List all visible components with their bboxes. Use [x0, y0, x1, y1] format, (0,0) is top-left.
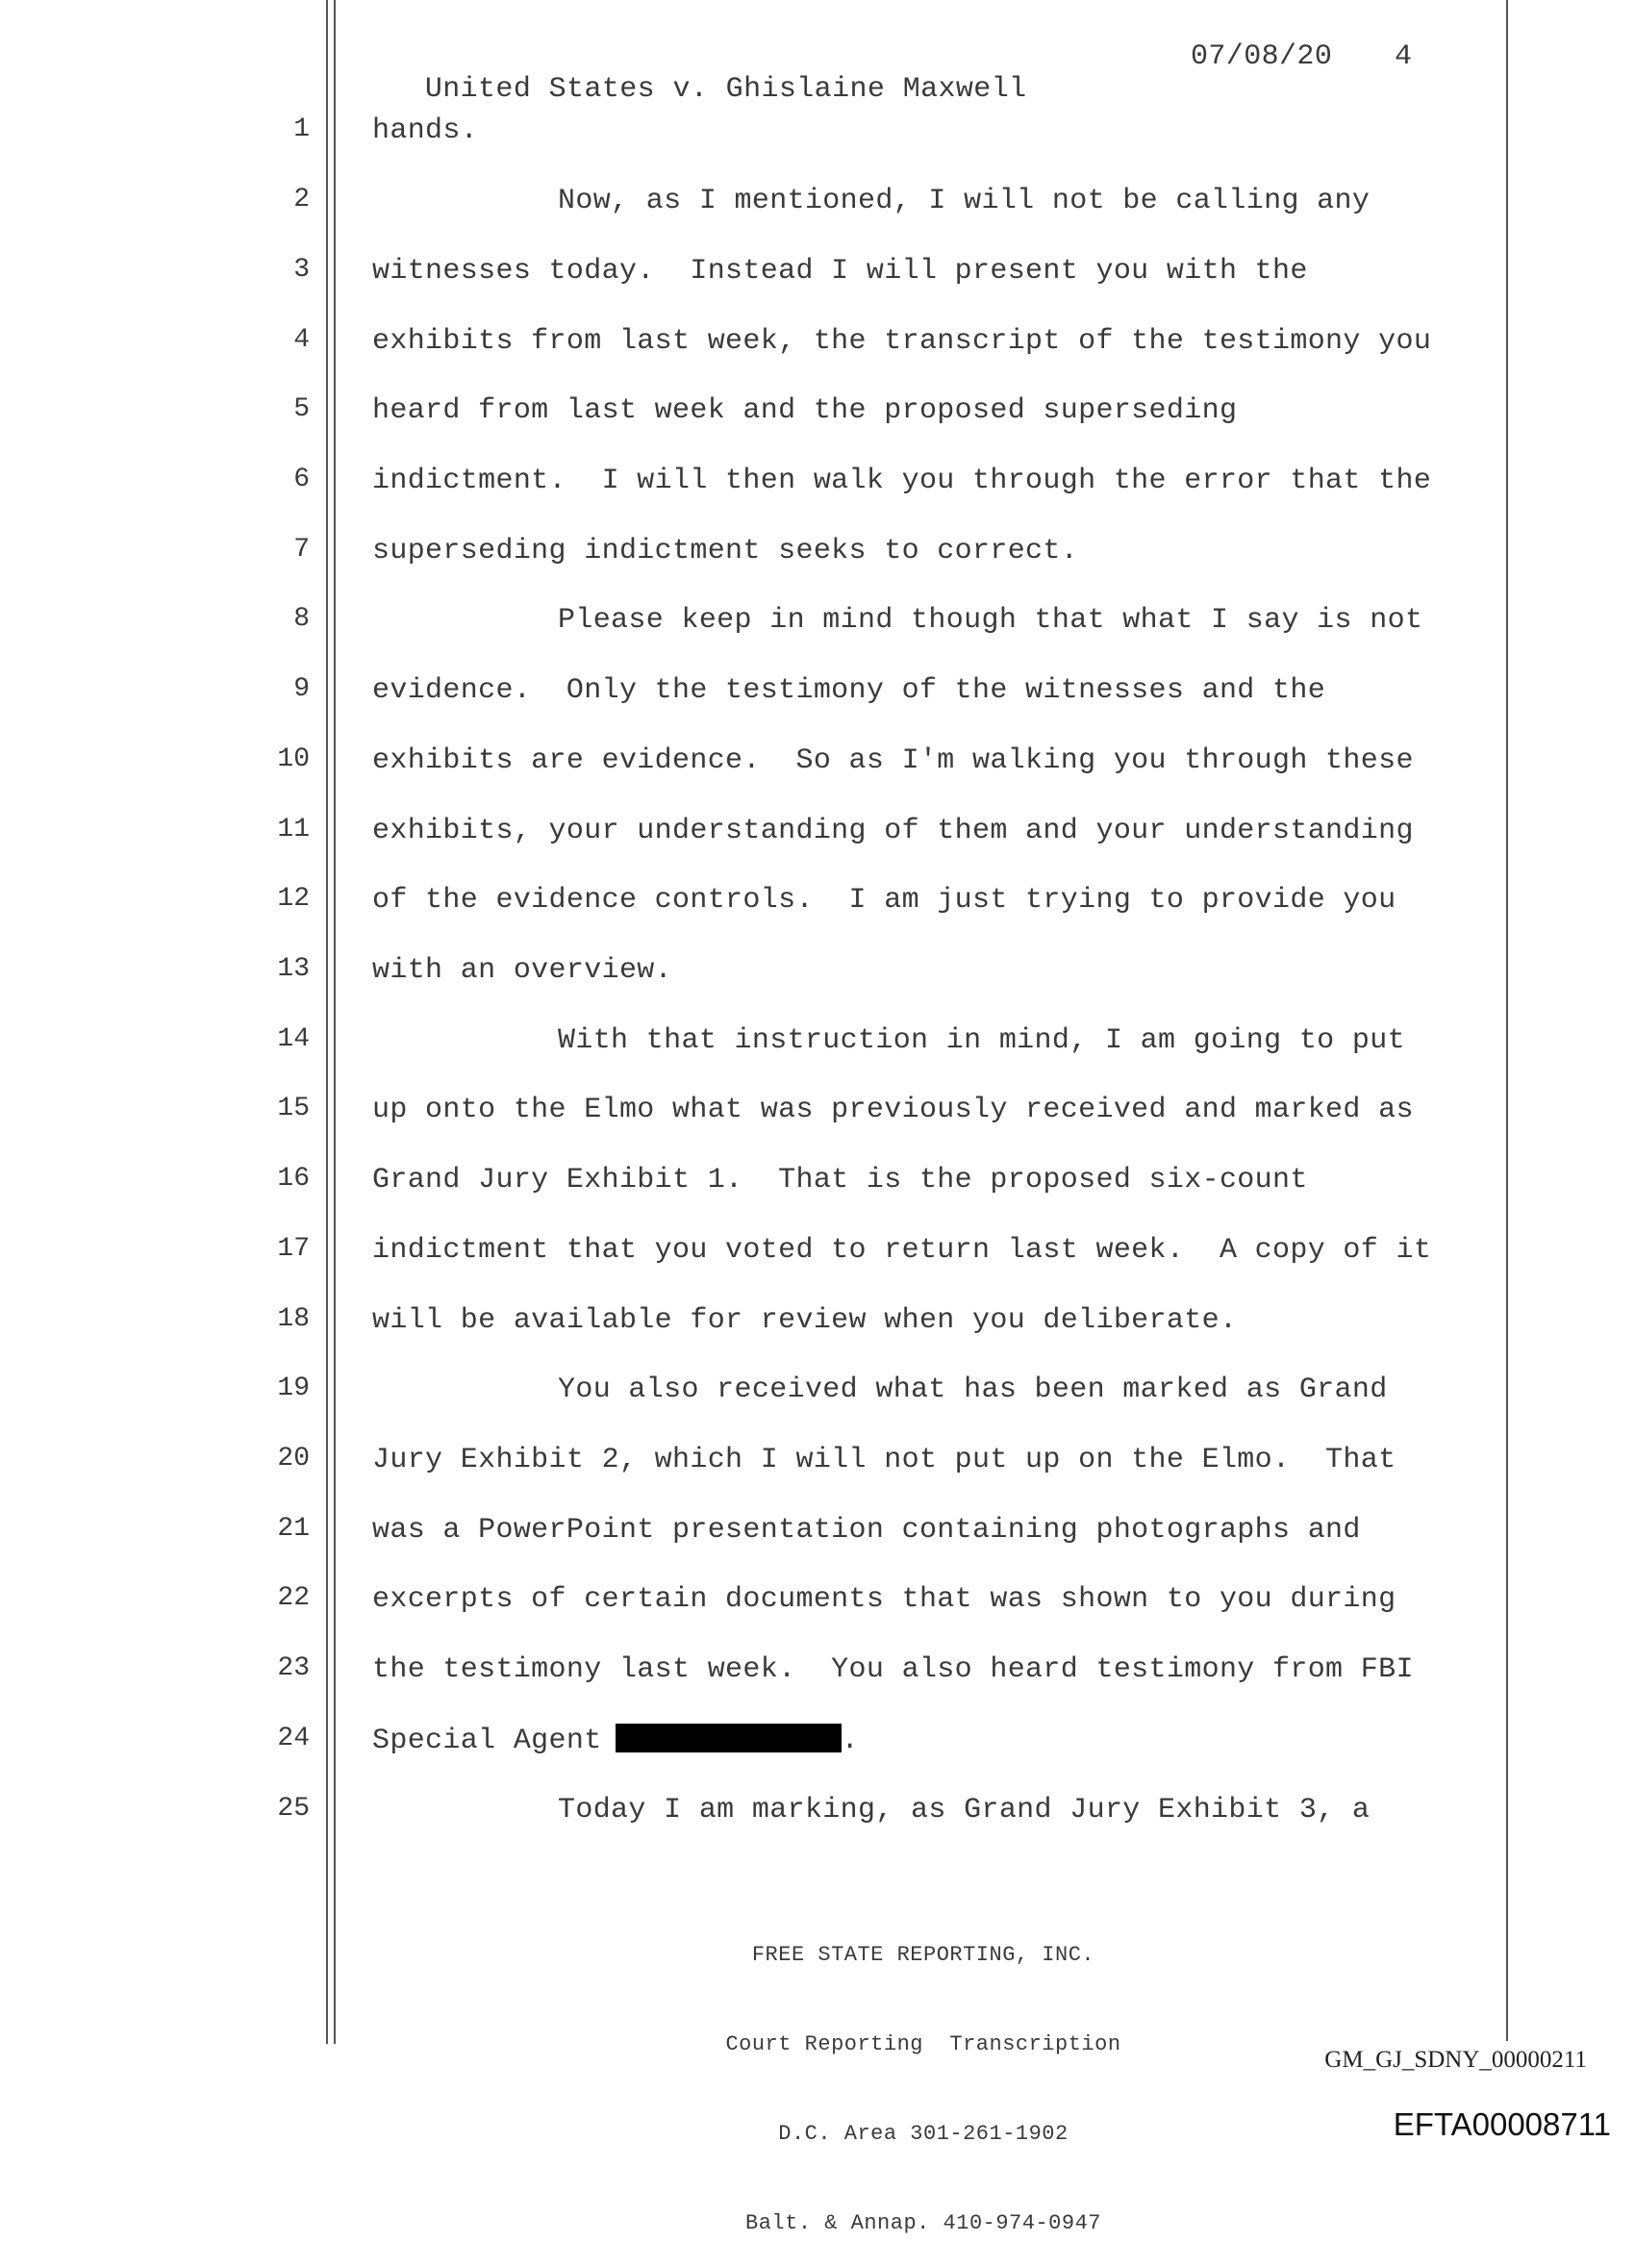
line-text: up onto the Elmo what was previously received and marked as [372, 1094, 1414, 1126]
line-text: With that instruction in mind, I am going to put [558, 1024, 1405, 1057]
transcript-line [0, 1164, 1635, 1222]
transcript-line [0, 1304, 1635, 1362]
line-number: 13 [277, 954, 310, 984]
transcript-line [0, 1373, 1635, 1431]
transcript-line [0, 604, 1635, 662]
transcript-line [0, 465, 1635, 522]
line-text: of the evidence controls. I am just trying to provide you [372, 884, 1396, 917]
transcript-line [0, 815, 1635, 872]
line-text: Now, as I mentioned, I will not be calling any [558, 185, 1371, 217]
efta-number: EFTA00008711 [1393, 2106, 1611, 2142]
line-text: Please keep in mind though that what I say is not [558, 604, 1423, 637]
line-number: 25 [277, 1794, 310, 1824]
line-text: will be available for review when you deliberate. [372, 1304, 1238, 1337]
transcript-line [0, 114, 1635, 172]
line-text: exhibits from last week, the transcript of the testimony you [372, 325, 1432, 358]
redaction-bar [616, 1724, 842, 1752]
transcript-line [0, 674, 1635, 732]
transcript-line [0, 1094, 1635, 1151]
bates-number: GM_GJ_SDNY_00000211 [1324, 2047, 1587, 2073]
line-number: 5 [293, 394, 310, 424]
line-number: 24 [277, 1724, 310, 1753]
line-text: was a PowerPoint presentation containing photographs and [372, 1514, 1361, 1547]
line-text: with an overview. [372, 954, 672, 987]
line-number: 11 [277, 815, 310, 844]
line-text: the testimony last week. You also heard testimony from FBI [372, 1653, 1414, 1686]
line-text: hands. [372, 114, 479, 147]
line-text: You also received what has been marked as Grand [558, 1373, 1388, 1406]
line-number: 22 [277, 1583, 310, 1613]
transcript-line [0, 394, 1635, 452]
line-text: Today I am marking, as Grand Jury Exhibit 3, a [558, 1794, 1371, 1827]
line-text: witnesses today. Instead I will present you with the [372, 255, 1308, 288]
line-number: 18 [277, 1304, 310, 1334]
transcript-line [0, 1724, 1635, 1781]
line-text [372, 1724, 859, 1757]
page-number: 4 [1395, 40, 1413, 73]
line-number: 4 [293, 325, 310, 355]
line-number: 20 [277, 1444, 310, 1474]
line-number: 12 [277, 884, 310, 914]
line-text: evidence. Only the testimony of the witnesses and the [372, 674, 1326, 707]
case-title: United States v. Ghislaine Maxwell [424, 73, 1027, 106]
reporter-footer [577, 1880, 1270, 2268]
transcript-line [0, 744, 1635, 802]
line-text-after-redaction: . [841, 1725, 859, 1757]
transcript-line [0, 884, 1635, 942]
line-number: 8 [293, 604, 310, 634]
transcript-line [0, 1653, 1635, 1711]
line-number: 2 [293, 185, 310, 214]
line-number: 19 [277, 1373, 310, 1403]
reporter-service: Court Reporting Transcription [725, 2032, 1121, 2056]
line-text: indictment. I will then walk you through the error that the [372, 465, 1432, 497]
line-number: 1 [293, 114, 310, 144]
line-number: 10 [277, 744, 310, 774]
transcript-line [0, 954, 1635, 1012]
line-number: 14 [277, 1024, 310, 1054]
transcript-line [0, 1444, 1635, 1501]
line-number: 23 [277, 1653, 310, 1683]
reporter-balt-phone: Balt. & Annap. 410-974-0947 [745, 2211, 1101, 2235]
line-number: 15 [277, 1094, 310, 1123]
line-number: 17 [277, 1234, 310, 1264]
line-text: heard from last week and the proposed superseding [372, 394, 1238, 427]
transcript-line [0, 255, 1635, 313]
line-number: 6 [293, 465, 310, 494]
transcript-line [0, 1794, 1635, 1852]
reporter-company: FREE STATE REPORTING, INC. [751, 1943, 1095, 1967]
transcript-line [0, 1024, 1635, 1082]
line-text: exhibits are evidence. So as I'm walking you through these [372, 744, 1414, 777]
line-number: 9 [293, 674, 310, 704]
line-text: superseding indictment seeks to correct. [372, 535, 1079, 567]
transcript-line [0, 185, 1635, 242]
line-number: 21 [277, 1514, 310, 1544]
transcript-line [0, 1583, 1635, 1641]
transcript-line [0, 325, 1635, 383]
line-text: Grand Jury Exhibit 1. That is the proposed six-count [372, 1164, 1308, 1197]
transcript-line [0, 1234, 1635, 1292]
line-number: 7 [293, 535, 310, 565]
line-number: 3 [293, 255, 310, 285]
transcript-line [0, 535, 1635, 592]
line-text: Jury Exhibit 2, which I will not put up on the Elmo. That [372, 1444, 1396, 1476]
reporter-dc-phone: D.C. Area 301-261-1902 [778, 2122, 1069, 2146]
line-number: 16 [277, 1164, 310, 1194]
line-text: indictment that you voted to return last week. A copy of it [372, 1234, 1432, 1267]
transcript-date: 07/08/20 [1191, 40, 1333, 73]
transcript-line [0, 1514, 1635, 1572]
line-text: excerpts of certain documents that was shown to you during [372, 1583, 1396, 1616]
line-text-before-redaction: Special Agent [372, 1725, 602, 1757]
line-text: exhibits, your understanding of them and your understanding [372, 815, 1414, 847]
